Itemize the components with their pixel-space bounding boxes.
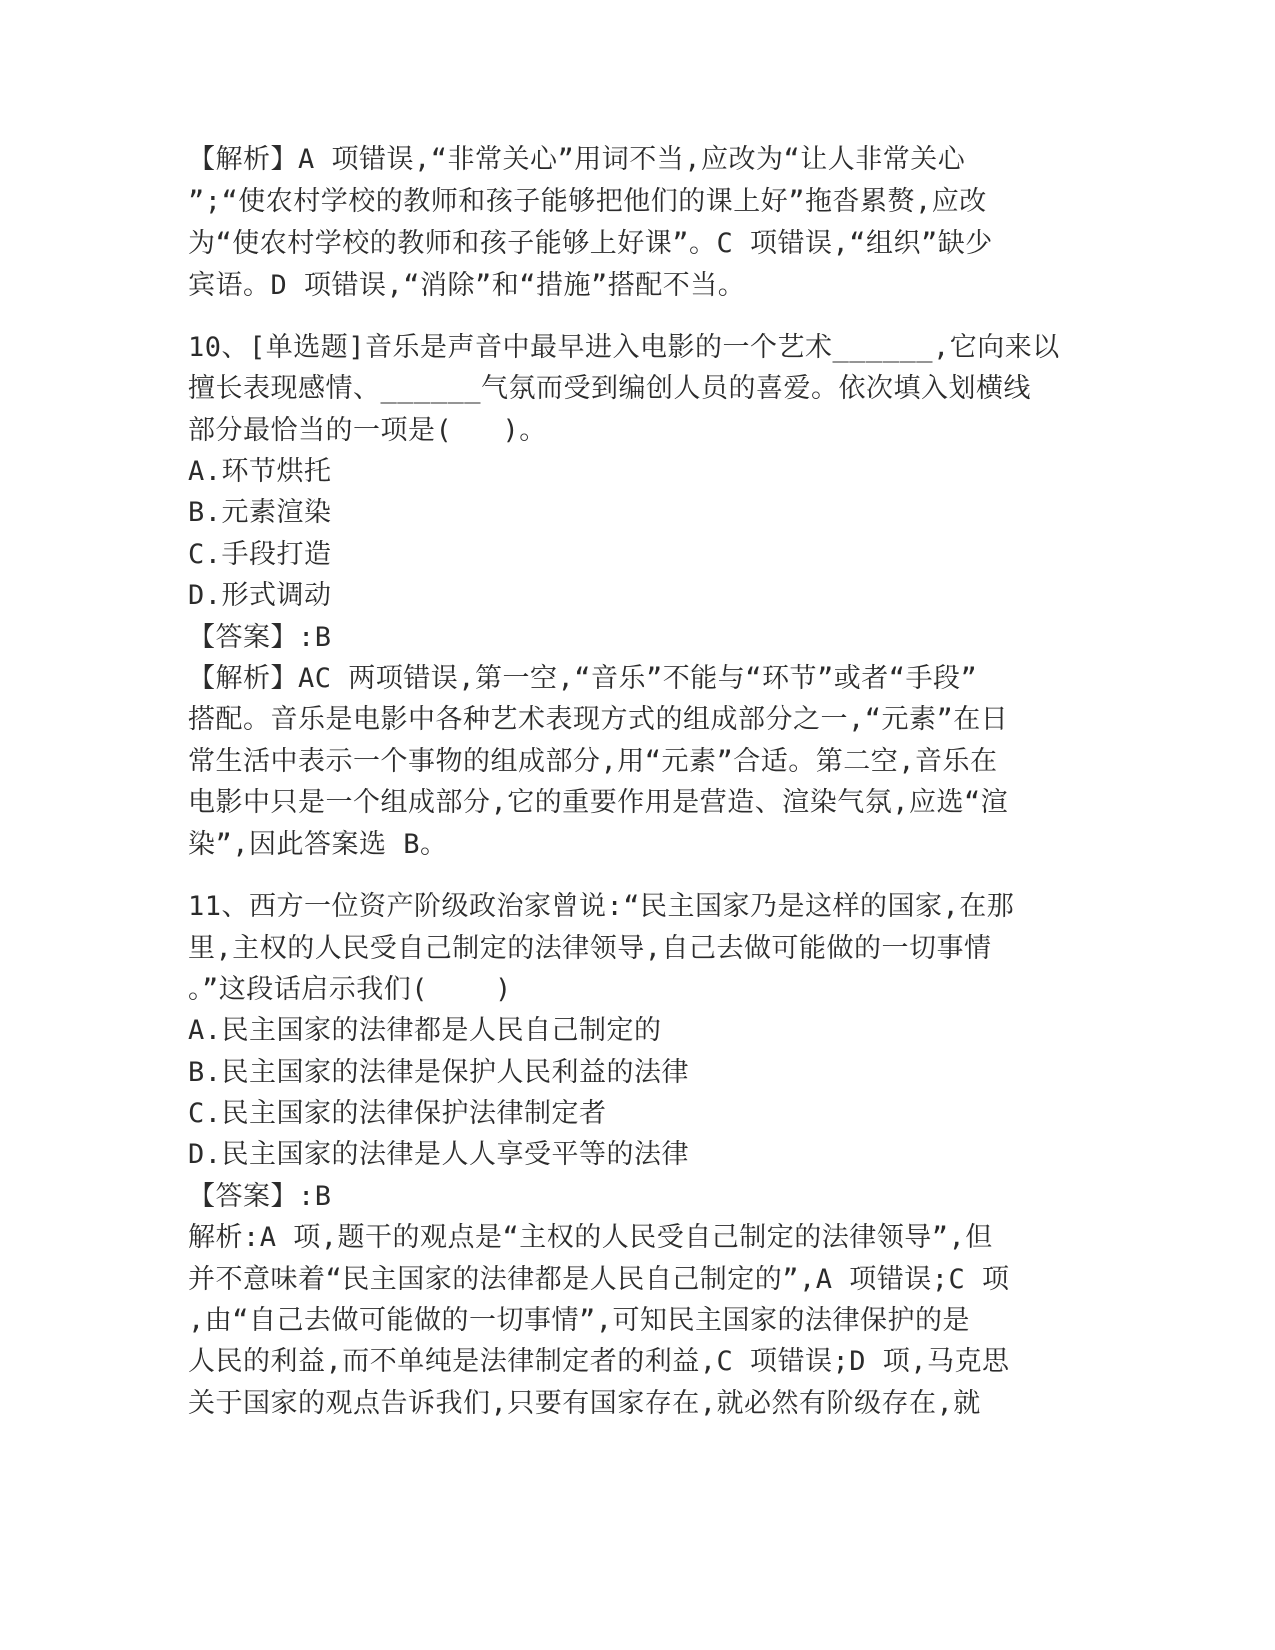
q11-stem-line-3: 。”这段话启示我们( )	[188, 974, 512, 1005]
q9-analysis-line-1: 【解析】A 项错误,“非常关心”用词不当,应改为“让人非常关心	[188, 144, 966, 175]
q11-stem-line-2: 里,主权的人民受自己制定的法律领导,自己去做可能做的一切事情	[188, 933, 992, 964]
q9-analysis-line-3: 为“使农村学校的教师和孩子能够上好课”。C 项错误,“组织”缺少	[188, 228, 993, 259]
q9-analysis-line-2: ”;“使农村学校的教师和孩子能够把他们的课上好”拖沓累赘,应改	[188, 186, 987, 217]
q11-option-c: C.民主国家的法律保护法律制定者	[188, 1098, 607, 1129]
q11-analysis-line-4: 人民的利益,而不单纯是法律制定者的利益,C 项错误;D 项,马克思	[188, 1346, 1010, 1377]
q11-analysis-line-5: 关于国家的观点告诉我们,只要有国家存在,就必然有阶级存在,就	[188, 1388, 981, 1419]
q10-option-a: A.环节烘托	[188, 456, 332, 487]
q10-analysis-line-2: 搭配。音乐是电影中各种艺术表现方式的组成部分之一,“元素”在日	[188, 704, 1009, 735]
q10-stem-line-1: 10、[单选题]音乐是声音中最早进入电影的一个艺术______,它向来以	[188, 332, 1060, 363]
q11-analysis-line-2: 并不意味着“民主国家的法律都是人民自己制定的”,A 项错误;C 项	[188, 1264, 1010, 1295]
q9-analysis-line-4: 宾语。D 项错误,“消除”和“措施”搭配不当。	[188, 270, 746, 301]
q10-analysis-line-3: 常生活中表示一个事物的组成部分,用“元素”合适。第二空,音乐在	[188, 746, 998, 777]
q10-option-c: C.手段打造	[188, 539, 332, 570]
q10-answer: 【答案】:B	[188, 622, 332, 653]
q10-analysis-line-4: 电影中只是一个组成部分,它的重要作用是营造、渲染气氛,应选“渲	[188, 787, 1009, 818]
q11-stem-line-1: 11、西方一位资产阶级政治家曾说:“民主国家乃是这样的国家,在那	[188, 891, 1015, 922]
q11-analysis-line-3: ,由“自己去做可能做的一切事情”,可知民主国家的法律保护的是	[188, 1305, 971, 1336]
q10-analysis-line-1: 【解析】AC 两项错误,第一空,“音乐”不能与“环节”或者“手段”	[188, 663, 978, 694]
q10-analysis-line-5: 染”,因此答案选 B。	[188, 829, 448, 860]
q11-option-b: B.民主国家的法律是保护人民利益的法律	[188, 1057, 690, 1088]
q11-option-d: D.民主国家的法律是人人享受平等的法律	[188, 1139, 690, 1170]
q10-option-b: B.元素渲染	[188, 497, 332, 528]
q10-stem-line-2: 擅长表现感情、______气氛而受到编创人员的喜爱。依次填入划横线	[188, 373, 1032, 404]
q11-option-a: A.民主国家的法律都是人民自己制定的	[188, 1015, 662, 1046]
q11-analysis-line-1: 解析:A 项,题干的观点是“主权的人民受自己制定的法律领导”,但	[188, 1222, 993, 1253]
q10-option-d: D.形式调动	[188, 580, 332, 611]
q11-answer: 【答案】:B	[188, 1181, 332, 1212]
q10-stem-line-3: 部分最恰当的一项是( )。	[188, 415, 547, 446]
